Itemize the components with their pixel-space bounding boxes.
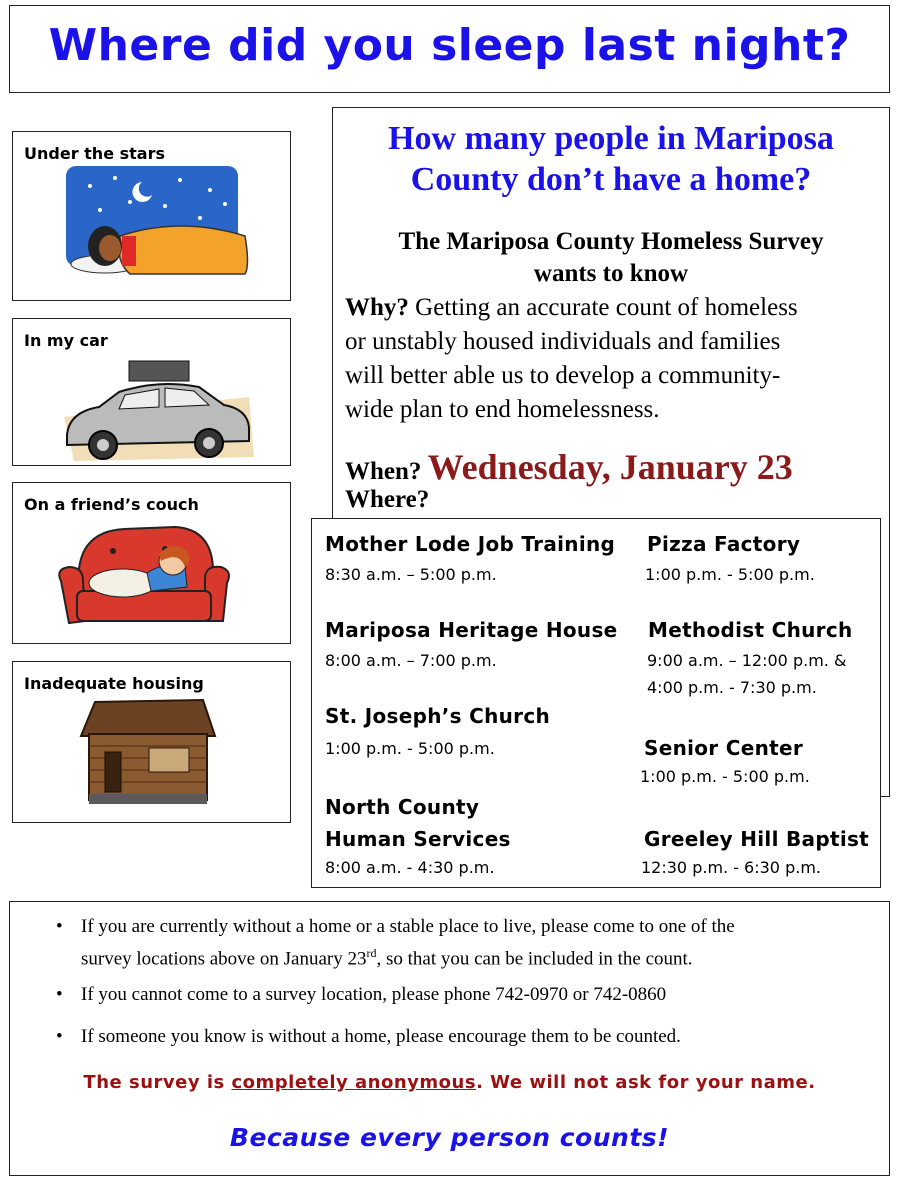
anon-emphasis: completely anonymous	[231, 1072, 477, 1093]
option-label: On a friend’s couch	[24, 495, 199, 514]
option-under-the-stars	[12, 131, 291, 301]
sleeping-bag-icon	[60, 166, 250, 278]
list-item	[56, 1024, 876, 1050]
subheading-line: wants to know	[533, 260, 689, 287]
title-banner	[9, 5, 890, 93]
heading-line: County don’t have a home?	[410, 161, 812, 198]
why-text: wide plan to end homelessness.	[345, 396, 660, 423]
bullet-text: If someone you know is without a home, please encourage them to be counted.	[81, 1026, 681, 1047]
survey-date: Wednesday, January 23	[427, 447, 793, 487]
location-name: Methodist Church	[648, 618, 853, 642]
couch-icon	[55, 521, 233, 631]
location-name: Greeley Hill Baptist	[644, 827, 870, 851]
location-name: Senior Center	[644, 736, 803, 760]
where-label: Where?	[345, 486, 430, 513]
why-text: or unstably housed individuals and families	[345, 328, 781, 355]
ordinal-suffix: rd	[366, 946, 377, 960]
when-line	[345, 446, 793, 488]
location-hours: 1:00 p.m. - 5:00 p.m.	[640, 767, 810, 786]
option-label: Under the stars	[24, 144, 165, 163]
bullet-text: If you are currently without a home or a stable place to live, please come to one of the	[81, 916, 735, 937]
bullet-icon: •	[56, 984, 63, 1005]
location-name: Pizza Factory	[647, 532, 801, 556]
shack-icon	[75, 696, 217, 808]
option-in-my-car	[12, 318, 291, 466]
location-name: Mariposa Heritage House	[325, 618, 618, 642]
list-item	[56, 982, 876, 1008]
anon-text: The survey is	[83, 1072, 232, 1093]
why-text: will better able us to develop a community-	[345, 362, 781, 389]
option-label: In my car	[24, 331, 108, 350]
location-hours: 8:30 a.m. – 5:00 p.m.	[325, 565, 497, 584]
location-hours: 8:00 a.m. - 4:30 p.m.	[325, 858, 495, 877]
bullet-text: , so that you can be included in the count.	[376, 948, 693, 970]
bullet-text: If you cannot come to a survey location, please phone 742-0970 or 742-0860	[81, 984, 667, 1005]
location-name: North County	[325, 795, 480, 819]
location-name: Mother Lode Job Training	[325, 532, 616, 556]
bullet-text: survey locations above on January 23	[81, 948, 367, 970]
location-hours: 12:30 p.m. - 6:30 p.m.	[641, 858, 821, 877]
bullet-icon: •	[56, 916, 63, 937]
option-label: Inadequate housing	[24, 674, 204, 693]
location-hours: 8:00 a.m. – 7:00 p.m.	[325, 651, 497, 670]
subheading-line: The Mariposa County Homeless Survey	[398, 228, 824, 255]
info-heading	[333, 118, 889, 200]
instructions-panel	[9, 901, 890, 1176]
why-text: Getting an accurate count of homeless	[408, 294, 798, 321]
info-subheading	[333, 226, 889, 290]
when-label: When?	[345, 458, 422, 485]
location-hours: 1:00 p.m. - 5:00 p.m.	[645, 565, 815, 584]
anon-text: . We will not ask for your name.	[476, 1072, 816, 1093]
location-hours: 9:00 a.m. – 12:00 p.m. &	[647, 651, 847, 670]
location-name: St. Joseph’s Church	[325, 704, 551, 728]
bullet-icon: •	[56, 1026, 63, 1047]
tagline: Because every person counts!	[229, 1123, 670, 1152]
why-paragraph	[345, 291, 881, 427]
location-hours: 1:00 p.m. - 5:00 p.m.	[325, 739, 495, 758]
option-on-a-friends-couch	[12, 482, 291, 644]
list-item	[56, 914, 876, 970]
anonymity-notice	[10, 1072, 889, 1093]
location-name: Human Services	[325, 827, 511, 851]
heading-line: How many people in Mariposa	[388, 120, 834, 157]
locations-panel	[311, 518, 881, 888]
why-label: Why?	[345, 294, 409, 321]
location-hours: 4:00 p.m. - 7:30 p.m.	[647, 678, 817, 697]
option-inadequate-housing	[12, 661, 291, 823]
car-icon	[59, 357, 259, 463]
page-title: Where did you sleep last night?	[48, 20, 851, 71]
